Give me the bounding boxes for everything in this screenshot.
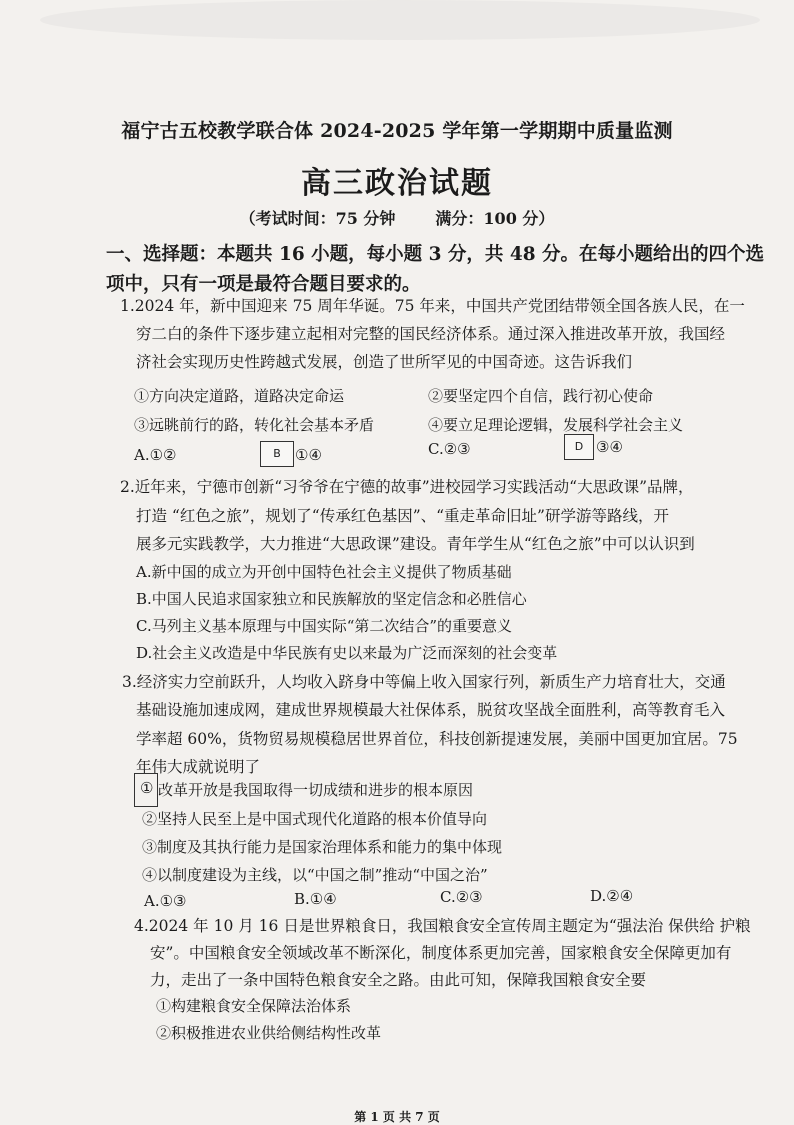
scan-smudge xyxy=(40,0,760,40)
q2-stem-line1: 2.近年来，宁德市创新“习爷爷在宁德的故事”进校园学习实践活动“大思政课”品牌， xyxy=(120,478,694,496)
full-score: 满分：100 分） xyxy=(435,209,555,228)
page-footer: 第 1 页 共 7 页 xyxy=(354,1110,440,1124)
q3-stem-line2: 基础设施加速成网，建成世界规模最大社保体系，脱贫攻坚战全面胜利，高等教育毛入 xyxy=(136,701,726,719)
section-instructions-line1: 一、选择题：本题共 16 小题，每小题 3 分，共 48 分。在每小题给出的四个选 xyxy=(106,244,765,265)
q3-option-d: D.②④ xyxy=(590,887,634,905)
q1-statement-4: ④要立足理论逻辑，发展科学社会主义 xyxy=(428,416,684,434)
q3-option-a: A.①③ xyxy=(144,892,187,910)
q4-statement-1: ①构建粮食安全保障法治体系 xyxy=(156,997,352,1015)
q1-statement-2: ②要坚定四个自信，践行初心使命 xyxy=(428,387,654,405)
q3-stem-line3: 学率超 60%，货物贸易规模稳居世界首位，科技创新提速发展，美丽中国更加宜居。75 xyxy=(136,730,738,748)
q4-stem-line3: 力，走出了一条中国特色粮食安全之路。由此可知，保障我国粮食安全要 xyxy=(150,971,647,989)
q3-option-b: B.①④ xyxy=(294,890,337,908)
q1-statement-1: ①方向决定道路，道路决定命运 xyxy=(134,387,345,405)
q3-statement-4: ④以制度建设为主线，以“中国之制”推动“中国之治” xyxy=(142,866,488,884)
q2-option-c: C.马列主义基本原理与中国实际“第二次结合”的重要意义 xyxy=(136,617,513,635)
q1-option-a: A.①② xyxy=(134,446,177,464)
exam-meta xyxy=(0,206,794,229)
q3-statement-2: ②坚持人民至上是中国式现代化道路的根本价值导向 xyxy=(142,810,488,828)
q4-stem-line2: 安”。中国粮食安全领域改革不断深化，制度体系更加完善，国家粮食安全保障更加有 xyxy=(150,944,732,962)
q1-option-b: ①④ xyxy=(295,446,322,464)
q2-stem-line3: 展多元实践教学，大力推进“大思政课”建设。青年学生从“红色之旅”中可以认识到 xyxy=(136,535,695,553)
q2-option-d: D.社会主义改造是中华民族有史以来最为广泛而深刻的社会变革 xyxy=(136,644,558,662)
q3-stem-line4: 年伟大成就说明了 xyxy=(136,758,261,776)
q3-statement-1: 改革开放是我国取得一切成绩和进步的根本原因 xyxy=(158,781,474,799)
q3-statement-1-marker: ① xyxy=(140,779,154,797)
q1-option-d: ③④ xyxy=(596,438,623,456)
q1-option-b-marker: B xyxy=(260,441,294,467)
q1-option-d-marker: D xyxy=(564,434,594,460)
exam-title-line1: 福宁古五校教学联合体 2024-2025 学年第一学期期中质量监测 xyxy=(121,120,673,142)
q1-option-c: C.②③ xyxy=(428,440,471,458)
exam-subject-title: 高三政治试题 xyxy=(301,166,493,201)
q2-option-a: A.新中国的成立为开创中国特色社会主义提供了物质基础 xyxy=(136,563,512,581)
q4-statement-2: ②积极推进农业供给侧结构性改革 xyxy=(156,1024,382,1042)
q2-option-b: B.中国人民追求国家独立和民族解放的坚定信念和必胜信心 xyxy=(136,590,527,608)
q2-stem-line2: 打造 “红色之旅”，规划了“传承红色基因”、“重走革命旧址”研学游等路线，开 xyxy=(136,507,669,525)
q3-option-c: C.②③ xyxy=(440,888,483,906)
section-instructions-line2: 项中，只有一项是最符合题目要求的。 xyxy=(106,274,421,295)
q3-statement-3: ③制度及其执行能力是国家治理体系和能力的集中体现 xyxy=(142,838,503,856)
q1-statement-3: ③远眺前行的路，转化社会基本矛盾 xyxy=(134,416,375,434)
q3-stem-line1: 3.经济实力空前跃升，人均收入跻身中等偏上收入国家行列，新质生产力培育壮大，交通 xyxy=(122,673,726,691)
exam-time: （考试时间：75 分钟 xyxy=(239,209,396,228)
q4-stem-line1: 4.2024 年 10 月 16 日是世界粮食日，我国粮食安全宣传周主题定为“强法治 保供给 护粮 xyxy=(134,917,751,935)
q1-stem-line3: 济社会实现历史性跨越式发展，创造了世所罕见的中国奇迹。这告诉我们 xyxy=(136,353,633,371)
q1-stem-line1: 1.2024 年，新中国迎来 75 周年华诞。75 年来，中国共产党团结带领全国各族人民，在一 xyxy=(120,297,745,315)
q1-stem-line2: 穷二白的条件下逐步建立起相对完整的国民经济体系。通过深入推进改革开放，我国经 xyxy=(136,325,726,343)
